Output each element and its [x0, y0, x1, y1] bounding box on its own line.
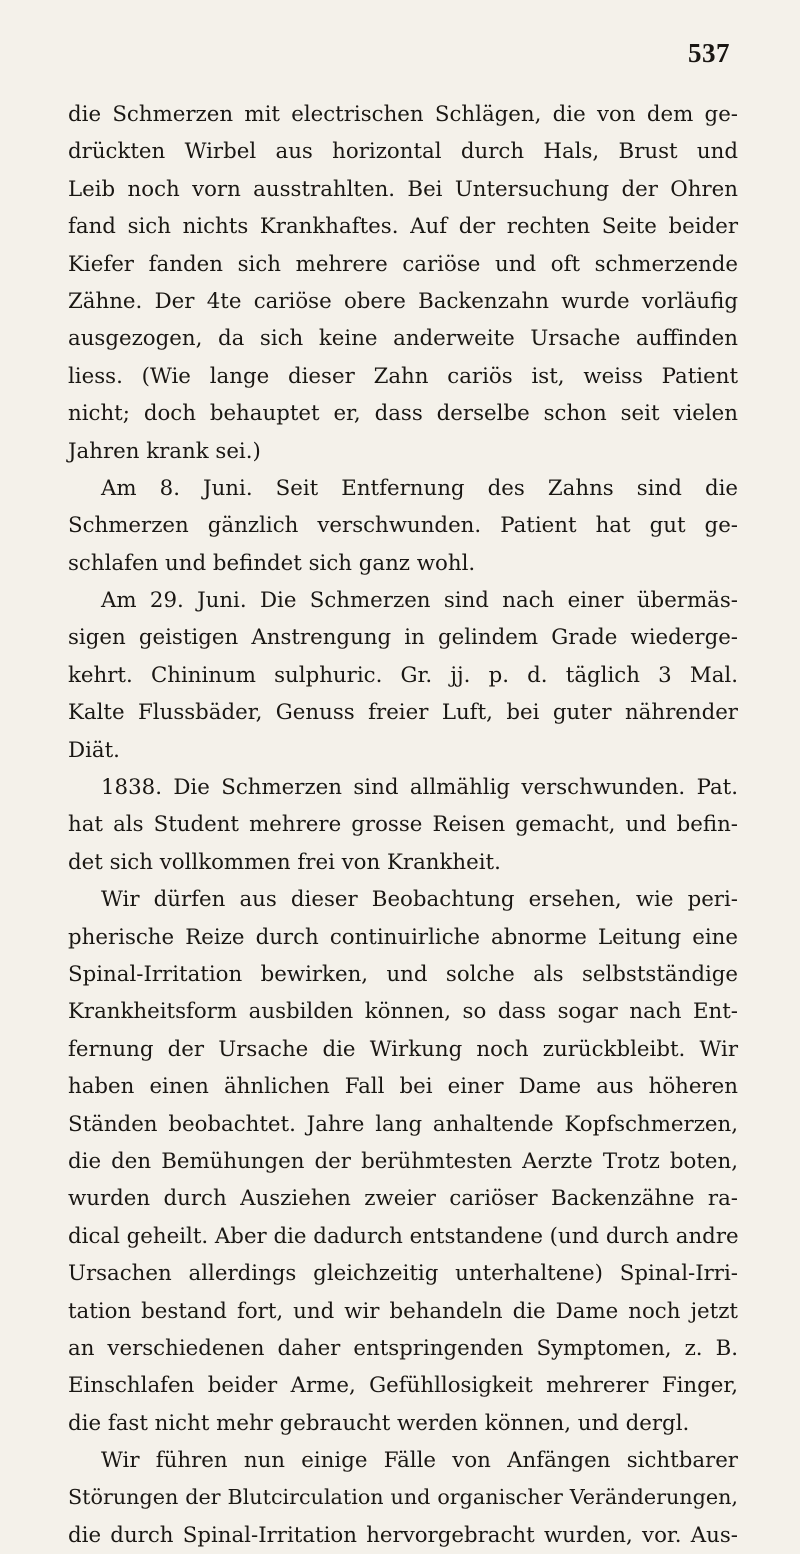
text-line: liess. (Wie lange dieser Zahn cariös ist, weiss Patient: [68, 363, 738, 389]
text-line: Ursachen allerdings gleichzeitig unterhaltene) Spinal-Irri-: [68, 1261, 738, 1287]
text-line: die Schmerzen mit electrischen Schlägen, die von dem ge-: [68, 102, 738, 127]
text-line: Kiefer fanden sich mehrere cariöse und oft schmerzende: [68, 251, 738, 277]
text-line: fernung der Ursache die Wirkung noch zurückbleibt. Wir: [68, 1036, 738, 1062]
body-text: [68, 96, 738, 1554]
page-number: 537: [688, 38, 730, 68]
text-line: Schmerzen gänzlich verschwunden. Patient hat gut ge-: [68, 513, 738, 539]
text-line: drückten Wirbel aus horizontal durch Hals, Brust und: [68, 139, 738, 165]
text-line: dical geheilt. Aber die dadurch entstandene (und durch andre: [68, 1223, 739, 1249]
text-line: Ständen beobachtet. Jahre lang anhaltende Kopfschmerzen,: [68, 1111, 738, 1137]
text-line: Am 29. Juni. Die Schmerzen sind nach einer übermäs-: [101, 588, 738, 614]
text-line: det sich vollkommen frei von Krankheit.: [68, 849, 501, 875]
text-line: Wir führen nun einige Fälle von Anfängen sichtbarer: [101, 1448, 738, 1474]
text-line: Leib noch vorn ausstrahlten. Bei Untersuchung der Ohren: [68, 176, 738, 202]
text-line: Wir dürfen aus dieser Beobachtung ersehen, wie peri-: [101, 887, 738, 913]
text-line: die fast nicht mehr gebraucht werden können, und dergl.: [68, 1410, 690, 1436]
text-line: pherische Reize durch continuirliche abnorme Leitung eine: [68, 924, 738, 950]
text-line: haben einen ähnlichen Fall bei einer Dame aus höheren: [68, 1074, 738, 1100]
text-line: Spinal-Irritation bewirken, und solche als selbstständige: [68, 961, 738, 987]
text-line: sigen geistigen Anstrengung in gelindem Grade wiederge-: [68, 625, 738, 651]
text-line: Einschlafen beider Arme, Gefühllosigkeit mehrerer Finger,: [68, 1373, 738, 1399]
text-line: schlafen und befindet sich ganz wohl.: [68, 550, 476, 576]
text-line: nicht; doch behauptet er, dass derselbe schon seit vielen: [68, 401, 738, 427]
text-line: tation bestand fort, und wir behandeln die Dame noch jetzt: [68, 1298, 738, 1324]
text-line: Störungen der Blutcirculation und organischer Veränderungen,: [68, 1485, 738, 1510]
text-line: Am 8. Juni. Seit Entfernung des Zahns sind die: [101, 475, 738, 501]
text-line: 1838. Die Schmerzen sind allmählig verschwunden. Pat.: [101, 775, 738, 801]
text-line: die durch Spinal-Irritation hervorgebracht wurden, vor. Aus-: [68, 1522, 738, 1548]
text-line: ausgezogen, da sich keine anderweite Ursache auffinden: [68, 326, 738, 352]
text-line: hat als Student mehrere grosse Reisen gemacht, und befin-: [68, 812, 738, 838]
text-line: Krankheitsform ausbilden können, so dass sogar nach Ent-: [68, 999, 738, 1025]
text-line: Zähne. Der 4te cariöse obere Backenzahn wurde vorläufig: [68, 288, 738, 314]
text-line: die den Bemühungen der berühmtesten Aerzte Trotz boten,: [68, 1148, 738, 1174]
text-line: wurden durch Ausziehen zweier cariöser Backenzähne ra-: [68, 1186, 738, 1212]
text-line: Kalte Flussbäder, Genuss freier Luft, bei guter nährender: [68, 700, 738, 726]
text-line: an verschiedenen daher entspringenden Symptomen, z. B.: [68, 1335, 738, 1361]
text-line: Jahren krank sei.): [68, 438, 261, 464]
text-line: fand sich nichts Krankhaftes. Auf der rechten Seite beider: [68, 214, 738, 240]
text-line: Diät.: [68, 737, 120, 763]
text-line: kehrt. Chininum sulphuric. Gr. jj. p. d. täglich 3 Mal.: [68, 662, 738, 688]
